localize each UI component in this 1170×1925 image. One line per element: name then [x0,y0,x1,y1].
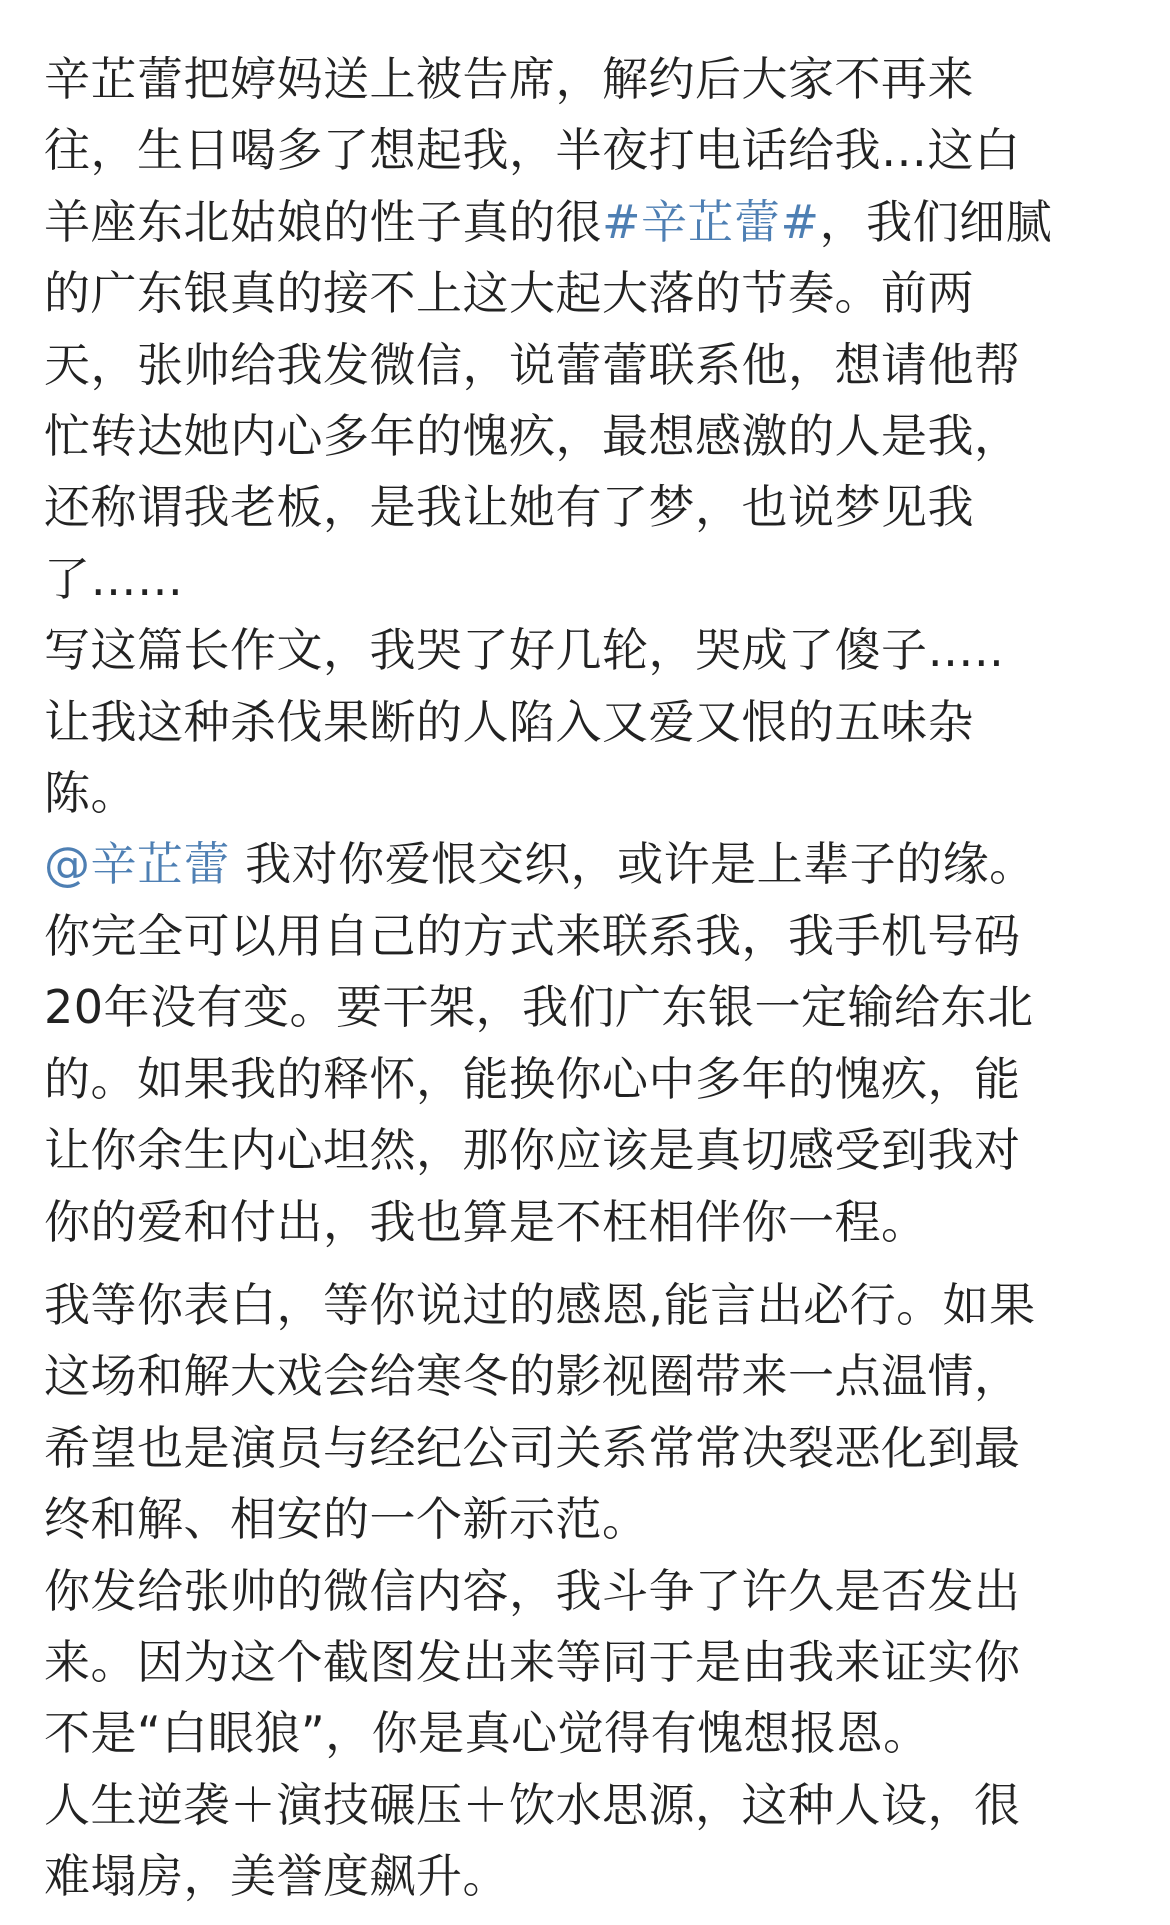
text-line: 天，张帅给我发微信，说蕾蕾联系他，想请他帮 [44,337,1021,392]
text-line: 你的爱和付出，我也算是不枉相伴你一程。 [44,1194,928,1249]
post-body [44,44,1134,1913]
text-line: 让我这种杀伐果断的人陷入又爱又恨的五味杂 [44,694,974,749]
text-line: 还称谓我老板，是我让她有了梦，也说梦见我 [44,480,974,535]
text-line: 了…… [44,551,184,606]
text-line: 的。如果我的释怀，能换你心中多年的愧疚，能 [44,1051,1021,1106]
paragraph-5 [44,1556,1134,1770]
text-line: 我等你表白，等你说过的感恩,能言出必行。如果 [44,1277,1036,1332]
text-line: 忙转达她内心多年的愧疚，最想感激的人是我， [44,409,1021,464]
text-line: 往，生日喝多了想起我，半夜打电话给我…这白 [44,123,1021,178]
text-line: 陈。 [44,766,137,821]
paragraph-6 [44,1770,1134,1913]
text-line: 你完全可以用自己的方式来联系我，我手机号码 [44,908,1021,963]
paragraph-2 [44,615,1134,829]
paragraph-1 [44,44,1134,615]
text-line: 难塌房，美誉度飙升。 [44,1849,509,1904]
paragraph-3 [44,829,1134,1257]
text-line: 辛芷蕾把婷妈送上被告席，解约后大家不再来 [44,52,974,106]
text-line: 希望也是演员与经纪公司关系常常决裂恶化到最 [44,1420,1021,1475]
text-line: 终和解、相安的一个新示范。 [44,1492,649,1547]
text-line [44,187,1134,258]
text-segment: ，我们细腻 [819,194,1053,249]
text-line: 这场和解大戏会给寒冬的影视圈带来一点温情， [44,1349,1021,1404]
text-line: 来。因为这个截图发出来等同于是由我来证实你 [44,1634,1021,1689]
text-line: 不是“白眼狼”，你是真心觉得有愧想报恩。 [44,1706,930,1761]
text-segment: 我对你爱恨交织，或许是上辈子的缘。 [230,837,1036,892]
text-line: 让你余生内心坦然，那你应该是真切感受到我对 [44,1123,1021,1178]
hashtag-link[interactable]: #辛芷蕾# [602,194,820,249]
paragraph-4 [44,1270,1134,1556]
text-line: 人生逆袭＋演技碾压＋饮水思源，这种人设，很 [44,1777,1021,1832]
text-segment: 羊座东北姑娘的性子真的很 [44,194,602,249]
text-line [44,829,1134,900]
text-line: 20年没有变。要干架，我们广东银一定输给东北 [44,980,1034,1035]
text-line: 的广东银真的接不上这大起大落的节奏。前两 [44,266,974,321]
text-line: 你发给张帅的微信内容，我斗争了许久是否发出 [44,1563,1021,1618]
mention-link[interactable]: @辛芷蕾 [44,837,230,892]
text-line: 写这篇长作文，我哭了好几轮，哭成了傻子….. [44,623,1005,678]
